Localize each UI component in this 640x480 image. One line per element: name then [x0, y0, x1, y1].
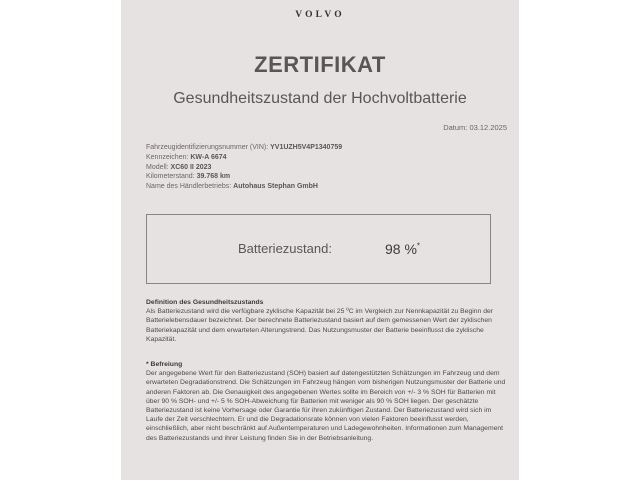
mileage-value: 39.768 km	[196, 173, 231, 181]
vin-value: YV1UZH5V4P1340759	[270, 144, 343, 151]
definition-text: Als Batteriezustand wird die verfügbare zyklische Kapazität bei 25 ºC im Vergleich zur Nennkapazität zu Beginn der Batterielebensdauer bezeichnet. Der berechnete Batteriezustand basiert auf dem gemessenen Wert der zyklischen Batteriekapazität und dem erwarteten Alterungstrend. Das Nutzungsmuster der Batterie beeinflusst die zyklische Kapazität.	[146, 308, 494, 343]
model-label: Modell:	[146, 163, 169, 171]
footnote-mark: *	[416, 241, 421, 251]
exemption-section	[146, 360, 510, 443]
battery-state-label: Batteriezustand:	[238, 241, 332, 256]
mileage-label: Kilometerstand:	[146, 173, 195, 181]
exemption-heading: * Befreiung	[146, 361, 183, 368]
vin-row	[146, 143, 342, 153]
exemption-text: Der angegebene Wert für den Batteriezustand (SOH) basiert auf datengestützten Schätzungen im Fahrzeug und dem erwarteten Degradationstrend. Die Schätzungen im Fahrzeug hängen vom bisherigen Nutzungsmuster der Batterie und anderen Faktoren ab. Die Genauigkeit des angegebenen Wertes sollte im Bereich von +/- 3 % SOH für Batterien mit über 90 % SOH- und +/- 5 % SOH-Abweichung für Batterien mit weniger als 90 % SOH liegen. Der geschätzte Batteriezustand ist keine Vorhersage oder Garantie für ihren zukünftigen Zustand. Der Batteriezustand wird sich im Laufe der Zeit verschlechtern. Er und die Degradationsrate können von vielen Faktoren beeinflusst werden, einschließlich, aber nicht beschränkt auf Außentemperaturen und Ladegewohnheiten. Informationen zum Management des Batteriezustands und ihrer Leistung finden Sie in der Betriebsanleitung.	[146, 370, 506, 442]
vehicle-info	[146, 143, 342, 192]
battery-state-percent: 98 %	[385, 241, 417, 257]
certificate-document	[121, 0, 519, 480]
definition-section	[146, 298, 510, 344]
certificate-title: ZERTIFIKAT	[254, 52, 386, 77]
battery-state-value	[385, 241, 420, 257]
model-value: XC60 II 2023	[170, 163, 212, 171]
dealer-value: Autohaus Stephan GmbH	[233, 183, 318, 191]
battery-state-box	[146, 214, 491, 284]
plate-value: KW-A 6674	[190, 153, 227, 161]
volvo-logo: VOLVO	[295, 10, 345, 20]
vin-label: Fahrzeugidentifizierungsnummer (VIN):	[146, 144, 269, 151]
mileage-row	[146, 172, 342, 182]
model-row	[146, 163, 342, 173]
certificate-date: Datum: 03.12.2025	[443, 123, 507, 132]
dealer-label: Name des Händlerbetriebs:	[146, 183, 232, 191]
plate-label: Kennzeichen:	[146, 153, 189, 161]
definition-heading: Definition des Gesundheitszustands	[146, 299, 264, 306]
dealer-row	[146, 182, 342, 192]
certificate-subtitle: Gesundheitszustand der Hochvoltbatterie	[173, 90, 467, 107]
plate-row	[146, 153, 342, 163]
